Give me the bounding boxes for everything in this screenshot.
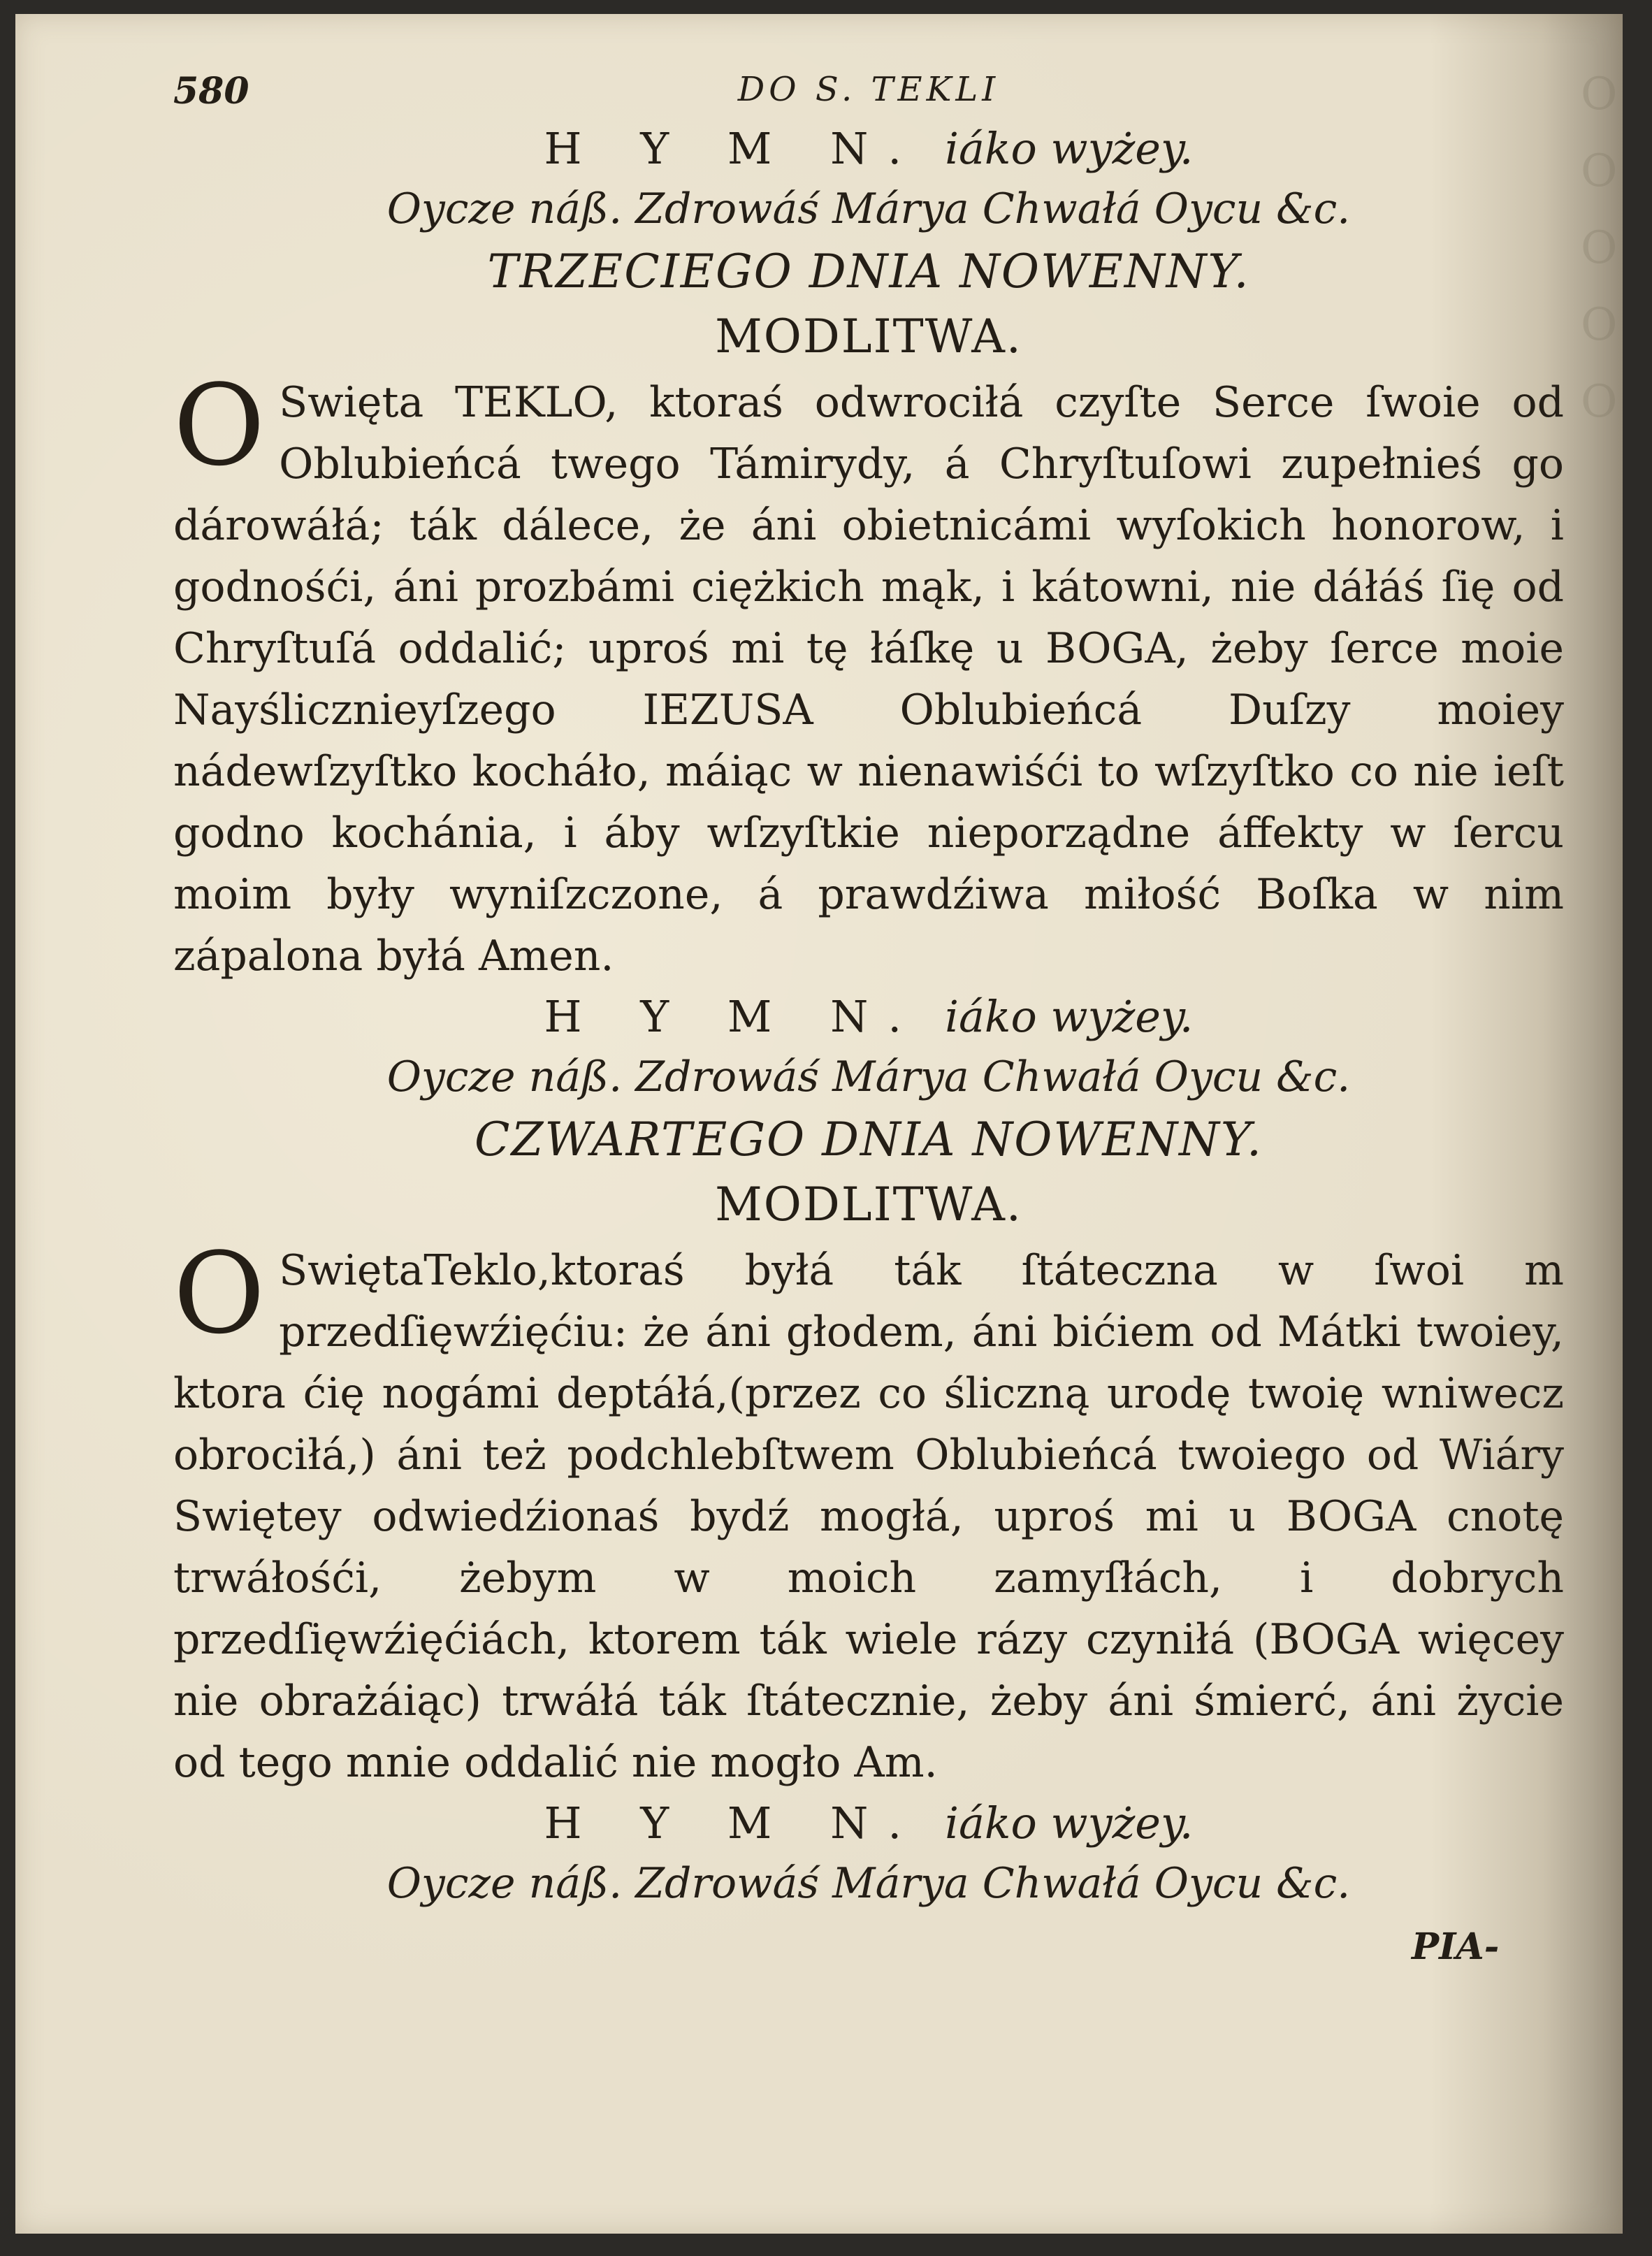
prayer-text-3: Swięta TEKLO, ktoraś odwrociłá czyſte Serce ſwoie od Oblubieńcá twego Támirydy, á Chryſtuſowi zupełnieś go dárowáłá; ták dálece, że áni obietnicámi wyſokich honorow, i godnośći, áni prozbámi ciężkich mąk, i kátowni, nie dáłáś ſię od Chryſtuſá oddalić; uproś mi tę łáſkę u BOGA, żeby ſerce moie Nayślicznieyſzego IEZUSA Oblubieńcá Duſzy moiey nádewſzyſtko kocháło, máiąc w nienawiśći to wſzyſtko co nie ieſt godno kochánia, i áby wſzyſtkie nieporządne áffekty w ſercu moim były wyniſzczone, á prawdźiwa miłość Boſka w nim zápalona byłá Amen. — [173, 378, 1564, 981]
prayer-paragraph-4 — [173, 1228, 1564, 1793]
hymn-label: H Y M N. — [544, 991, 925, 1042]
hymn-line-2 — [173, 987, 1564, 1047]
catchword: PIA- — [1412, 1925, 1500, 1968]
drop-cap: O — [173, 1228, 266, 1359]
prayers-line-1: Oycze náß. Zdrowáś Márya Chwałá Oycu &c. — [386, 185, 1351, 233]
hymn-label: H Y M N. — [544, 1798, 925, 1849]
hymn-note: iáko wyżey. — [945, 123, 1194, 174]
day-heading-3: TRZECIEGO DNIA NOWENNY. — [487, 245, 1250, 298]
running-header — [173, 63, 1564, 119]
modlitwa-heading-4: MODLITWA. — [715, 1178, 1022, 1231]
hymn-label: H Y M N. — [544, 123, 925, 174]
prayer-text-4: SwiętaTeklo,ktoraś byłá ták ſtáteczna w ſwoi m przedſięwźięćiu: że áni głodem, áni bićiem od Mátki twoiey, ktora ćię nogámi deptáłá,(przez co śliczną urodę twoię wniwecz obrociłá,) áni też podchlebſtwem Oblubieńcá twoiego od Wiáry Swiętey odwiedźionaś bydź mogłá, uproś mi u BOGA cnotę trwáłośći, żebym w moich zamyſłách, i dobrych przedſięwźięćiách, ktorem ták wiele rázy czyniłá (BOGA więcey nie obrażáiąc) trwáłá ták ſtátecznie, żeby áni śmierć, áni życie od tego mnie oddalić nie mogło Am. — [173, 1246, 1564, 1787]
page-number: 580 — [173, 70, 249, 113]
bleed-through-edge: O O O O O — [1581, 68, 1618, 428]
running-title: DO S. TEKLI — [737, 70, 1000, 109]
hymn-line-1 — [173, 119, 1564, 179]
hymn-note: iáko wyżey. — [945, 1798, 1194, 1849]
modlitwa-heading-3: MODLITWA. — [715, 310, 1022, 363]
drop-cap: O — [173, 360, 266, 491]
prayers-line-3: Oycze náß. Zdrowáś Márya Chwałá Oycu &c. — [386, 1859, 1351, 1908]
hymn-note: iáko wyżey. — [945, 991, 1194, 1042]
prayer-paragraph-3 — [173, 360, 1564, 987]
page-content — [173, 63, 1564, 1992]
hymn-line-3 — [173, 1793, 1564, 1853]
day-heading-4: CZWARTEGO DNIA NOWENNY. — [474, 1113, 1263, 1166]
prayers-line-2: Oycze náß. Zdrowáś Márya Chwałá Oycu &c. — [386, 1053, 1351, 1101]
